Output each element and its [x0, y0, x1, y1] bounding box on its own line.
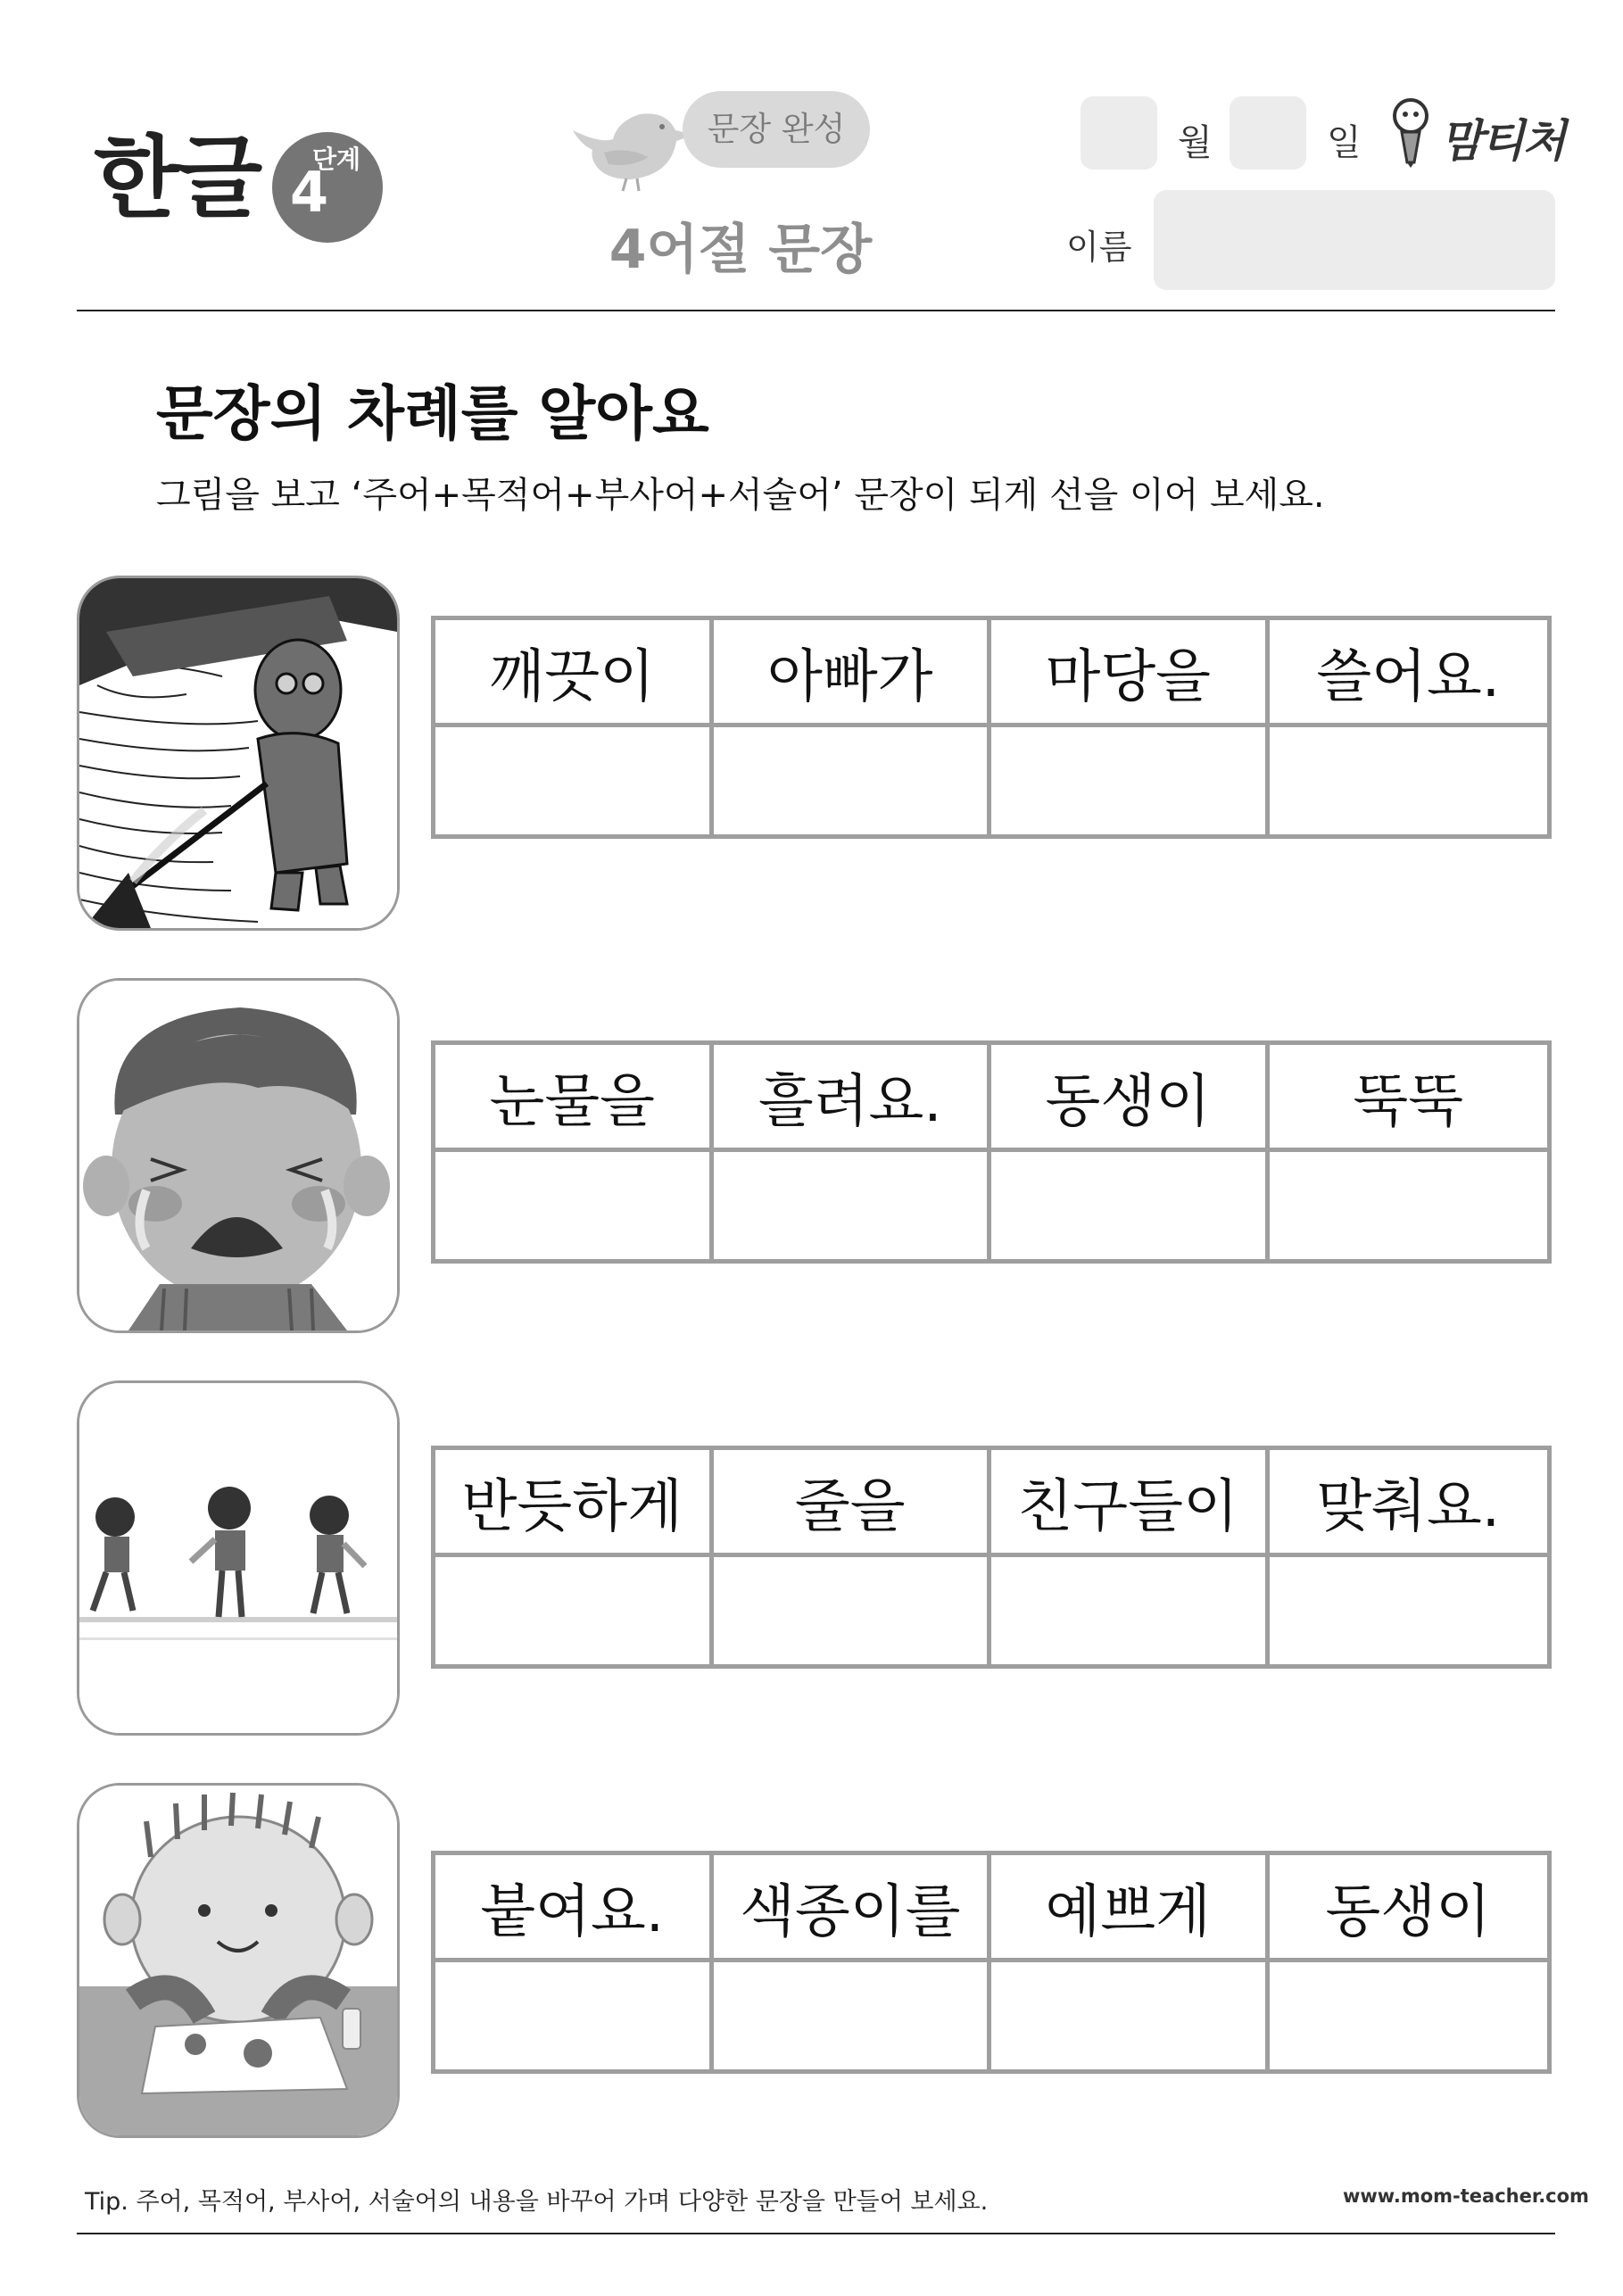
father-sweeping-illustration: [79, 578, 397, 928]
word-card[interactable]: 동생이: [1270, 1855, 1548, 1962]
name-label: 이름: [1066, 228, 1132, 267]
word-card[interactable]: 줄을: [714, 1450, 992, 1557]
exercise-4-picture: [77, 1783, 400, 2138]
word-card[interactable]: 맞춰요.: [1270, 1450, 1548, 1557]
footer-website: www.mom-teacher.com: [1343, 2185, 1589, 2207]
footer-tip: Tip. 주어, 목적어, 부사어, 서술어의 내용을 바꾸어 가며 다양한 문장을 만들어 보세요.: [85, 2188, 989, 2216]
answer-slot[interactable]: [435, 1557, 714, 1664]
bird-icon: [564, 104, 698, 193]
section-heading: 문장의 차례를 알아요: [156, 379, 709, 448]
word-card[interactable]: 쓸어요.: [1270, 620, 1548, 727]
word-card[interactable]: 반듯하게: [435, 1450, 714, 1557]
word-card[interactable]: 마당을: [991, 620, 1270, 727]
answer-slot[interactable]: [991, 727, 1270, 834]
answer-slot[interactable]: [1270, 1962, 1548, 2069]
answer-slot[interactable]: [991, 1152, 1270, 1259]
brand-title: 한글: [94, 126, 260, 230]
header-divider: [77, 310, 1555, 311]
answer-slot[interactable]: [435, 1152, 714, 1259]
instruction-text: 그림을 보고 ‘주어+목적어+부사어+서술어’ 문장이 되게 선을 이어 보세요.: [156, 475, 1325, 516]
word-card[interactable]: 색종이를: [714, 1855, 992, 1962]
crying-child-illustration: [79, 981, 397, 1330]
day-input[interactable]: [1230, 96, 1306, 170]
exercise-3-word-table: [431, 1446, 1552, 1669]
day-label: 일: [1327, 122, 1362, 163]
word-card[interactable]: 뚝뚝: [1270, 1045, 1548, 1152]
footer-divider: [77, 2233, 1555, 2234]
month-label: 월: [1178, 122, 1213, 163]
answer-slot[interactable]: [714, 1152, 992, 1259]
word-card[interactable]: 눈물을: [435, 1045, 714, 1152]
answer-slot[interactable]: [1270, 1557, 1548, 1664]
answer-slot[interactable]: [714, 1557, 992, 1664]
answer-slot[interactable]: [435, 1962, 714, 2069]
answer-slot[interactable]: [714, 727, 992, 834]
answer-slot[interactable]: [1270, 727, 1548, 834]
exercise-2-picture: [77, 978, 400, 1333]
pencil-mascot-icon: [1387, 96, 1437, 168]
child-pasting-paper-illustration: [79, 1786, 397, 2135]
name-input[interactable]: [1154, 190, 1555, 290]
word-card[interactable]: 붙여요.: [435, 1855, 714, 1962]
exercise-3-picture: [77, 1380, 400, 1736]
word-card[interactable]: 깨끗이: [435, 620, 714, 727]
answer-slot[interactable]: [714, 1962, 992, 2069]
word-card[interactable]: 아빠가: [714, 620, 992, 727]
month-input[interactable]: [1081, 96, 1157, 170]
word-card[interactable]: 예쁘게: [991, 1855, 1270, 1962]
word-card[interactable]: 동생이: [991, 1045, 1270, 1152]
page-subtitle: 4어절 문장: [609, 219, 873, 281]
exercise-4-word-table: [431, 1851, 1552, 2074]
level-number: 4: [290, 160, 329, 225]
answer-slot[interactable]: [1270, 1152, 1548, 1259]
word-card[interactable]: 흘려요.: [714, 1045, 992, 1152]
category-tag: 문장 완성: [707, 110, 846, 148]
children-lining-up-illustration: [79, 1383, 397, 1733]
answer-slot[interactable]: [435, 727, 714, 834]
word-card[interactable]: 친구들이: [991, 1450, 1270, 1557]
exercise-1-picture: [77, 576, 400, 931]
answer-slot[interactable]: [991, 1557, 1270, 1664]
answer-slot[interactable]: [991, 1962, 1270, 2069]
level-unit: 단계: [312, 145, 361, 174]
brand-logo: 맘티처: [1440, 115, 1564, 167]
exercise-1-word-table: [431, 616, 1552, 839]
exercise-2-word-table: [431, 1040, 1552, 1264]
